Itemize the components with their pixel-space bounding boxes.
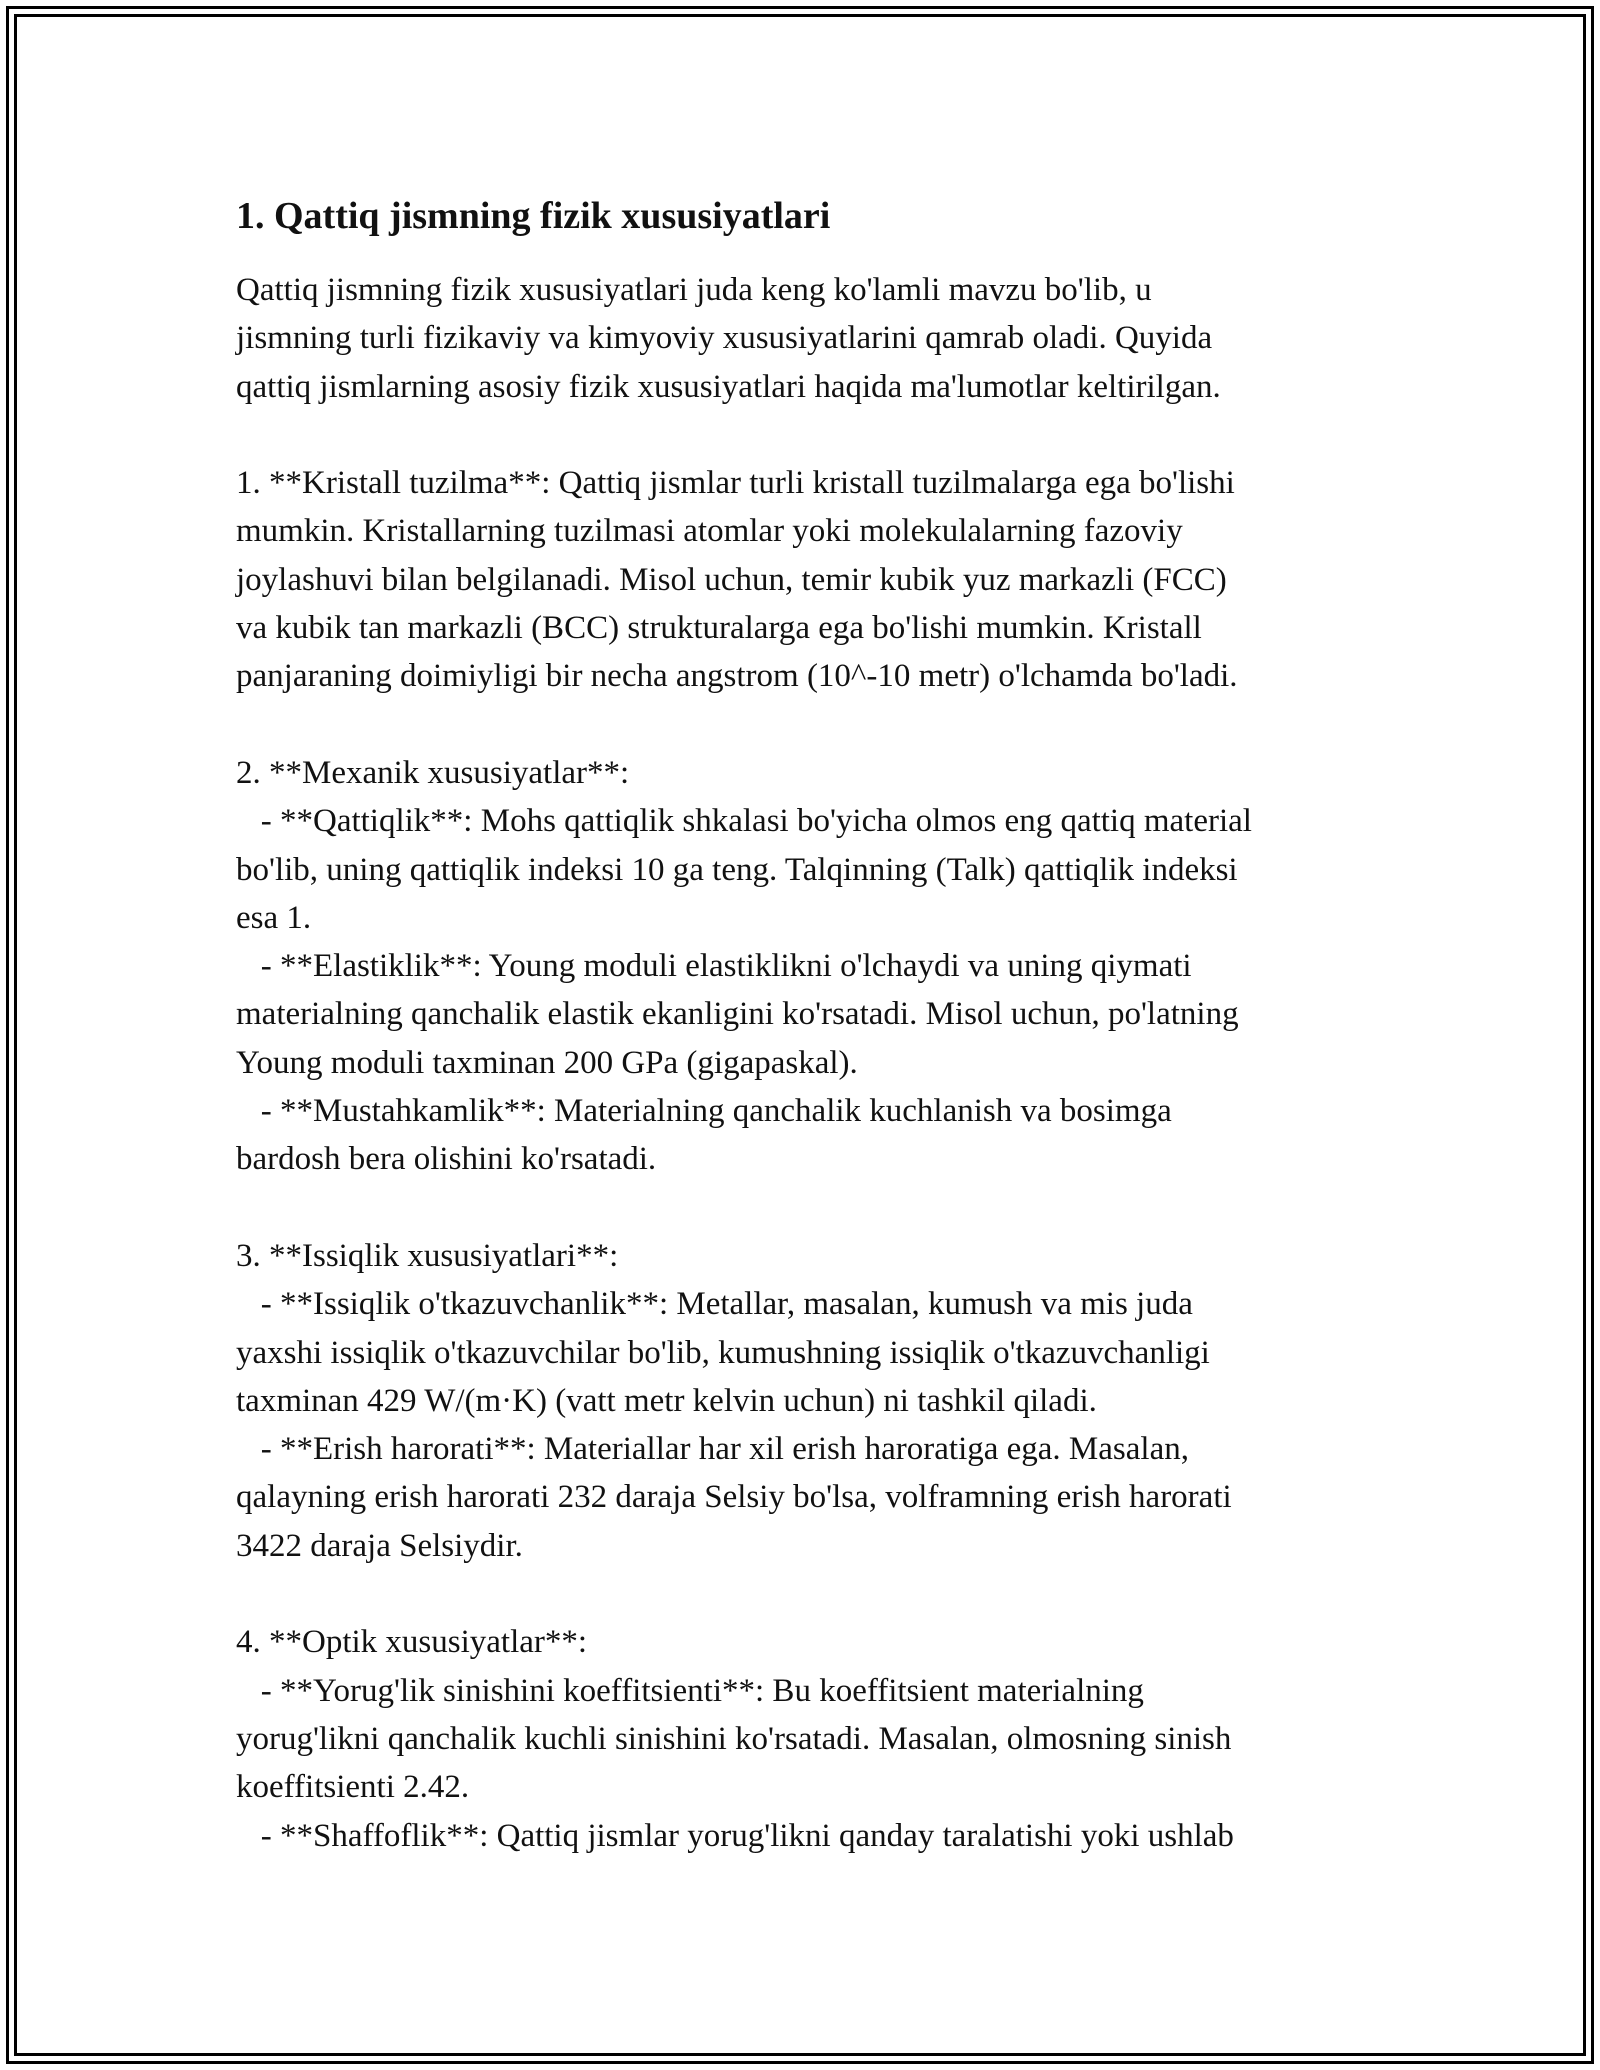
blank-line	[236, 1570, 1366, 1618]
section-thermal-properties: 3. **Issiqlik xususiyatlari**: - **Issiqlik o'tkazuvchanlik**: Metallar, masalan, kumush va mis juda yaxshi issiqlik o'tkazuvchilar bo'lib, kumushning issiqlik o'tkazuvchanligi taxminan 429 W/(m·K) (vatt metr kelvin uchun) ni tashkil qiladi. - **Erish harorati**: Materiallar har xil erish haroratiga ega. Masalan, qalayning erish harorati 232 daraja Selsiy bo'lsa, volframning erish harorati 3422 daraja Selsiydir.	[236, 1237, 1232, 1564]
document-body	[236, 186, 1366, 1860]
blank-line	[236, 1184, 1366, 1232]
intro-paragraph: Qattiq jismning fizik xususiyatlari juda keng ko'lamli mavzu bo'lib, u jismning turli fizikaviy va kimyoviy xususiyatlarini qamrab oladi. Quyida qattiq jismlarning asosiy fizik xususiyatlari haqida ma'lumotlar keltirilgan.	[236, 272, 1221, 405]
blank-line	[236, 701, 1366, 749]
section-optical-properties: 4. **Optik xususiyatlar**: - **Yorug'lik sinishini koeffitsienti**: Bu koeffitsient materialning yorug'likni qanchalik kuchli sinishini ko'rsatadi. Masalan, olmosning sinish koeffitsienti 2.42. - **Shaffoflik**: Qattiq jismlar yorug'likni qanday taralatishi yoki ushlab	[236, 1624, 1234, 1854]
section-crystal-structure: 1. **Kristall tuzilma**: Qattiq jismlar turli kristall tuzilmalarga ega bo'lishi mumkin. Kristallarning tuzilmasi atomlar yoki molekulalarning fazoviy joylashuvi bilan belgilanadi. Misol uchun, temir kubik yuz markazli (FCC) va kubik tan markazli (BCC) strukturalarga ega bo'lishi mumkin. Kristall panjaraning doimiyligi bir necha angstrom (10^-10 metr) o'lchamda bo'ladi.	[236, 465, 1238, 695]
section-mechanical-properties: 2. **Mexanik xususiyatlar**: - **Qattiqlik**: Mohs qattiqlik shkalasi bo'yicha olmos eng qattiq material bo'lib, uning qattiqlik indeksi 10 ga teng. Talqinning (Talk) qattiqlik indeksi esa 1. - **Elastiklik**: Young moduli elastiklikni o'lchaydi va uning qiymati materialning qanchalik elastik ekanligini ko'rsatadi. Misol uchun, po'latning Young moduli taxminan 200 GPa (gigapaskal). - **Mustahkamlik**: Materialning qanchalik kuchlanish va bosimga bardosh bera olishini ko'rsatadi.	[236, 754, 1252, 1178]
blank-line	[236, 411, 1366, 459]
document-title: 1. Qattiq jismning fizik xususiyatlari	[236, 195, 831, 237]
